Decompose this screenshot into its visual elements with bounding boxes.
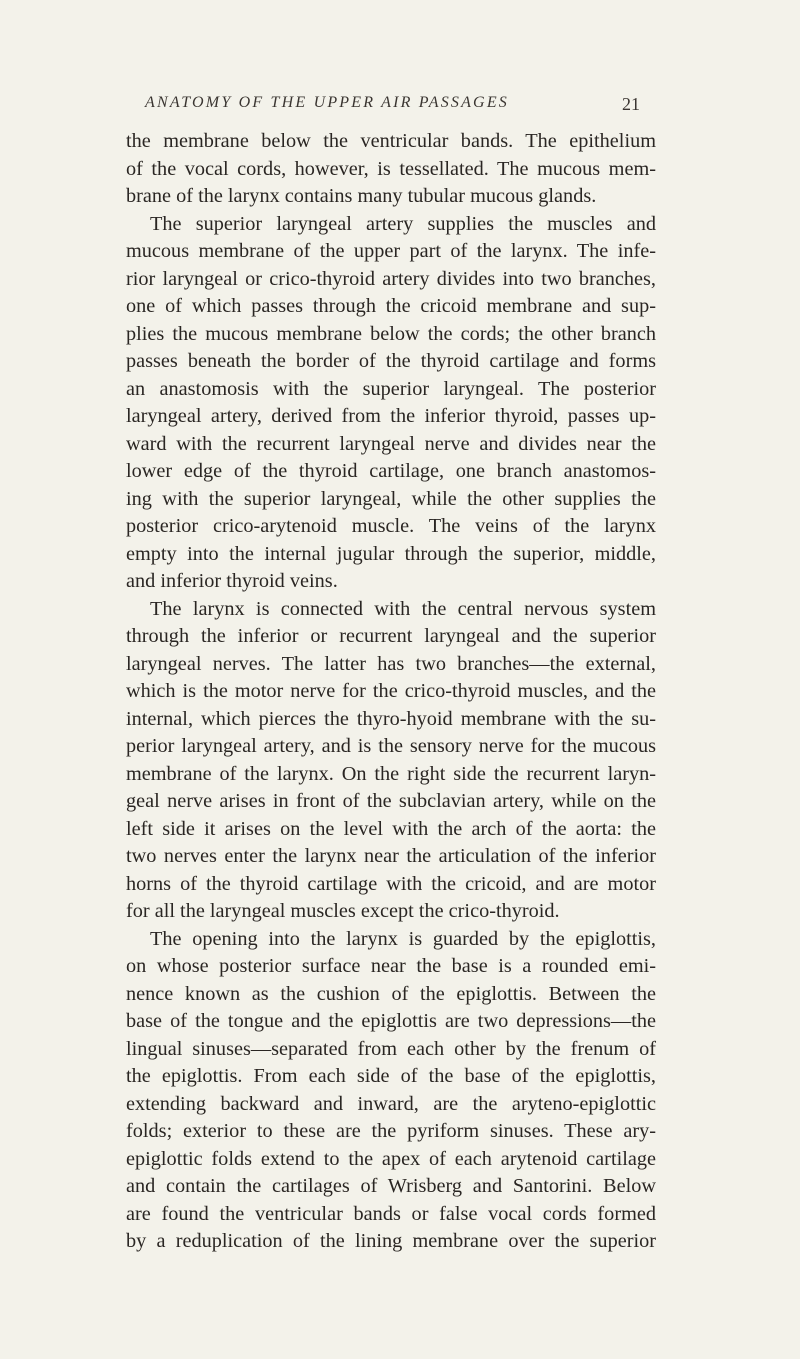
text-line: lingual sinuses—separated from each other by the frenum of xyxy=(126,1037,656,1060)
text-line: are found the ventricular bands or false vocal cords formed xyxy=(126,1202,656,1225)
text-line: extending backward and inward, are the aryteno-epiglottic xyxy=(126,1092,656,1115)
text-line: on whose posterior surface near the base is a rounded emi- xyxy=(126,955,656,977)
text-line: brane of the larynx contains many tubular mucous glands. xyxy=(126,185,597,207)
page-number: 21 xyxy=(622,94,640,114)
text-line: perior laryngeal artery, and is the sensory nerve for the mucous xyxy=(126,735,656,757)
text-line: nence known as the cushion of the epiglottis. Between the xyxy=(126,982,656,1005)
text-line: membrane of the larynx. On the right side the recurrent laryn- xyxy=(126,762,656,785)
text-line: ing with the superior laryngeal, while the other supplies the xyxy=(126,487,656,510)
text-line: The superior laryngeal artery supplies the muscles and xyxy=(150,212,656,235)
text-line: posterior crico-arytenoid muscle. The veins of the larynx xyxy=(126,515,656,537)
text-line: base of the tongue and the epiglottis are two depressions—the xyxy=(126,1010,656,1032)
text-line: two nerves enter the larynx near the articulation of the inferior xyxy=(126,845,656,867)
text-line: rior laryngeal or crico-thyroid artery divides into two branches, xyxy=(126,267,656,290)
text-line: mucous membrane of the upper part of the larynx. The infe- xyxy=(126,240,656,262)
text-line: geal nerve arises in front of the subclavian artery, while on the xyxy=(126,790,656,812)
text-line: an anastomosis with the superior laryngeal. The posterior xyxy=(126,377,656,400)
text-line: epiglottic folds extend to the apex of each arytenoid cartilage xyxy=(126,1147,656,1170)
running-title: ANATOMY OF THE UPPER AIR PASSAGES xyxy=(145,94,509,111)
text-line: left side it arises on the level with the arch of the aorta: the xyxy=(126,817,656,840)
text-line: which is the motor nerve for the crico-thyroid muscles, and the xyxy=(126,680,656,702)
text-line: laryngeal artery, derived from the inferior thyroid, passes up- xyxy=(126,405,656,427)
text-line: ward with the recurrent laryngeal nerve and divides near the xyxy=(126,432,656,455)
text-line: lower edge of the thyroid cartilage, one branch anastomos- xyxy=(126,460,656,482)
running-header xyxy=(0,94,800,122)
body-text xyxy=(126,128,656,1256)
text-line: through the inferior or recurrent laryngeal and the superior xyxy=(126,625,656,647)
text-line: passes beneath the border of the thyroid cartilage and forms xyxy=(126,350,656,372)
text-line: folds; exterior to these are the pyriform sinuses. These ary- xyxy=(126,1120,656,1142)
text-line: internal, which pierces the thyro-hyoid membrane with the su- xyxy=(126,707,656,730)
text-line: and inferior thyroid veins. xyxy=(126,570,338,592)
text-line: laryngeal nerves. The latter has two branches—the external, xyxy=(126,652,656,675)
text-line: the membrane below the ventricular bands. The epithelium xyxy=(126,130,656,152)
text-line: plies the mucous membrane below the cords; the other branch xyxy=(126,322,656,345)
text-line: for all the laryngeal muscles except the crico-thyroid. xyxy=(126,900,560,922)
text-line: and contain the cartilages of Wrisberg and Santorini. Below xyxy=(126,1175,656,1197)
text-line: The opening into the larynx is guarded by the epiglottis, xyxy=(150,927,656,950)
text-line: by a reduplication of the lining membrane over the superior xyxy=(126,1230,656,1252)
text-line: The larynx is connected with the central nervous system xyxy=(150,597,656,620)
text-line: of the vocal cords, however, is tessellated. The mucous mem- xyxy=(126,157,656,180)
text-line: one of which passes through the cricoid membrane and sup- xyxy=(126,295,656,317)
text-line: horns of the thyroid cartilage with the cricoid, and are motor xyxy=(126,872,656,895)
text-line: empty into the internal jugular through the superior, middle, xyxy=(126,542,656,565)
text-line: the epiglottis. From each side of the base of the epiglottis, xyxy=(126,1065,656,1087)
